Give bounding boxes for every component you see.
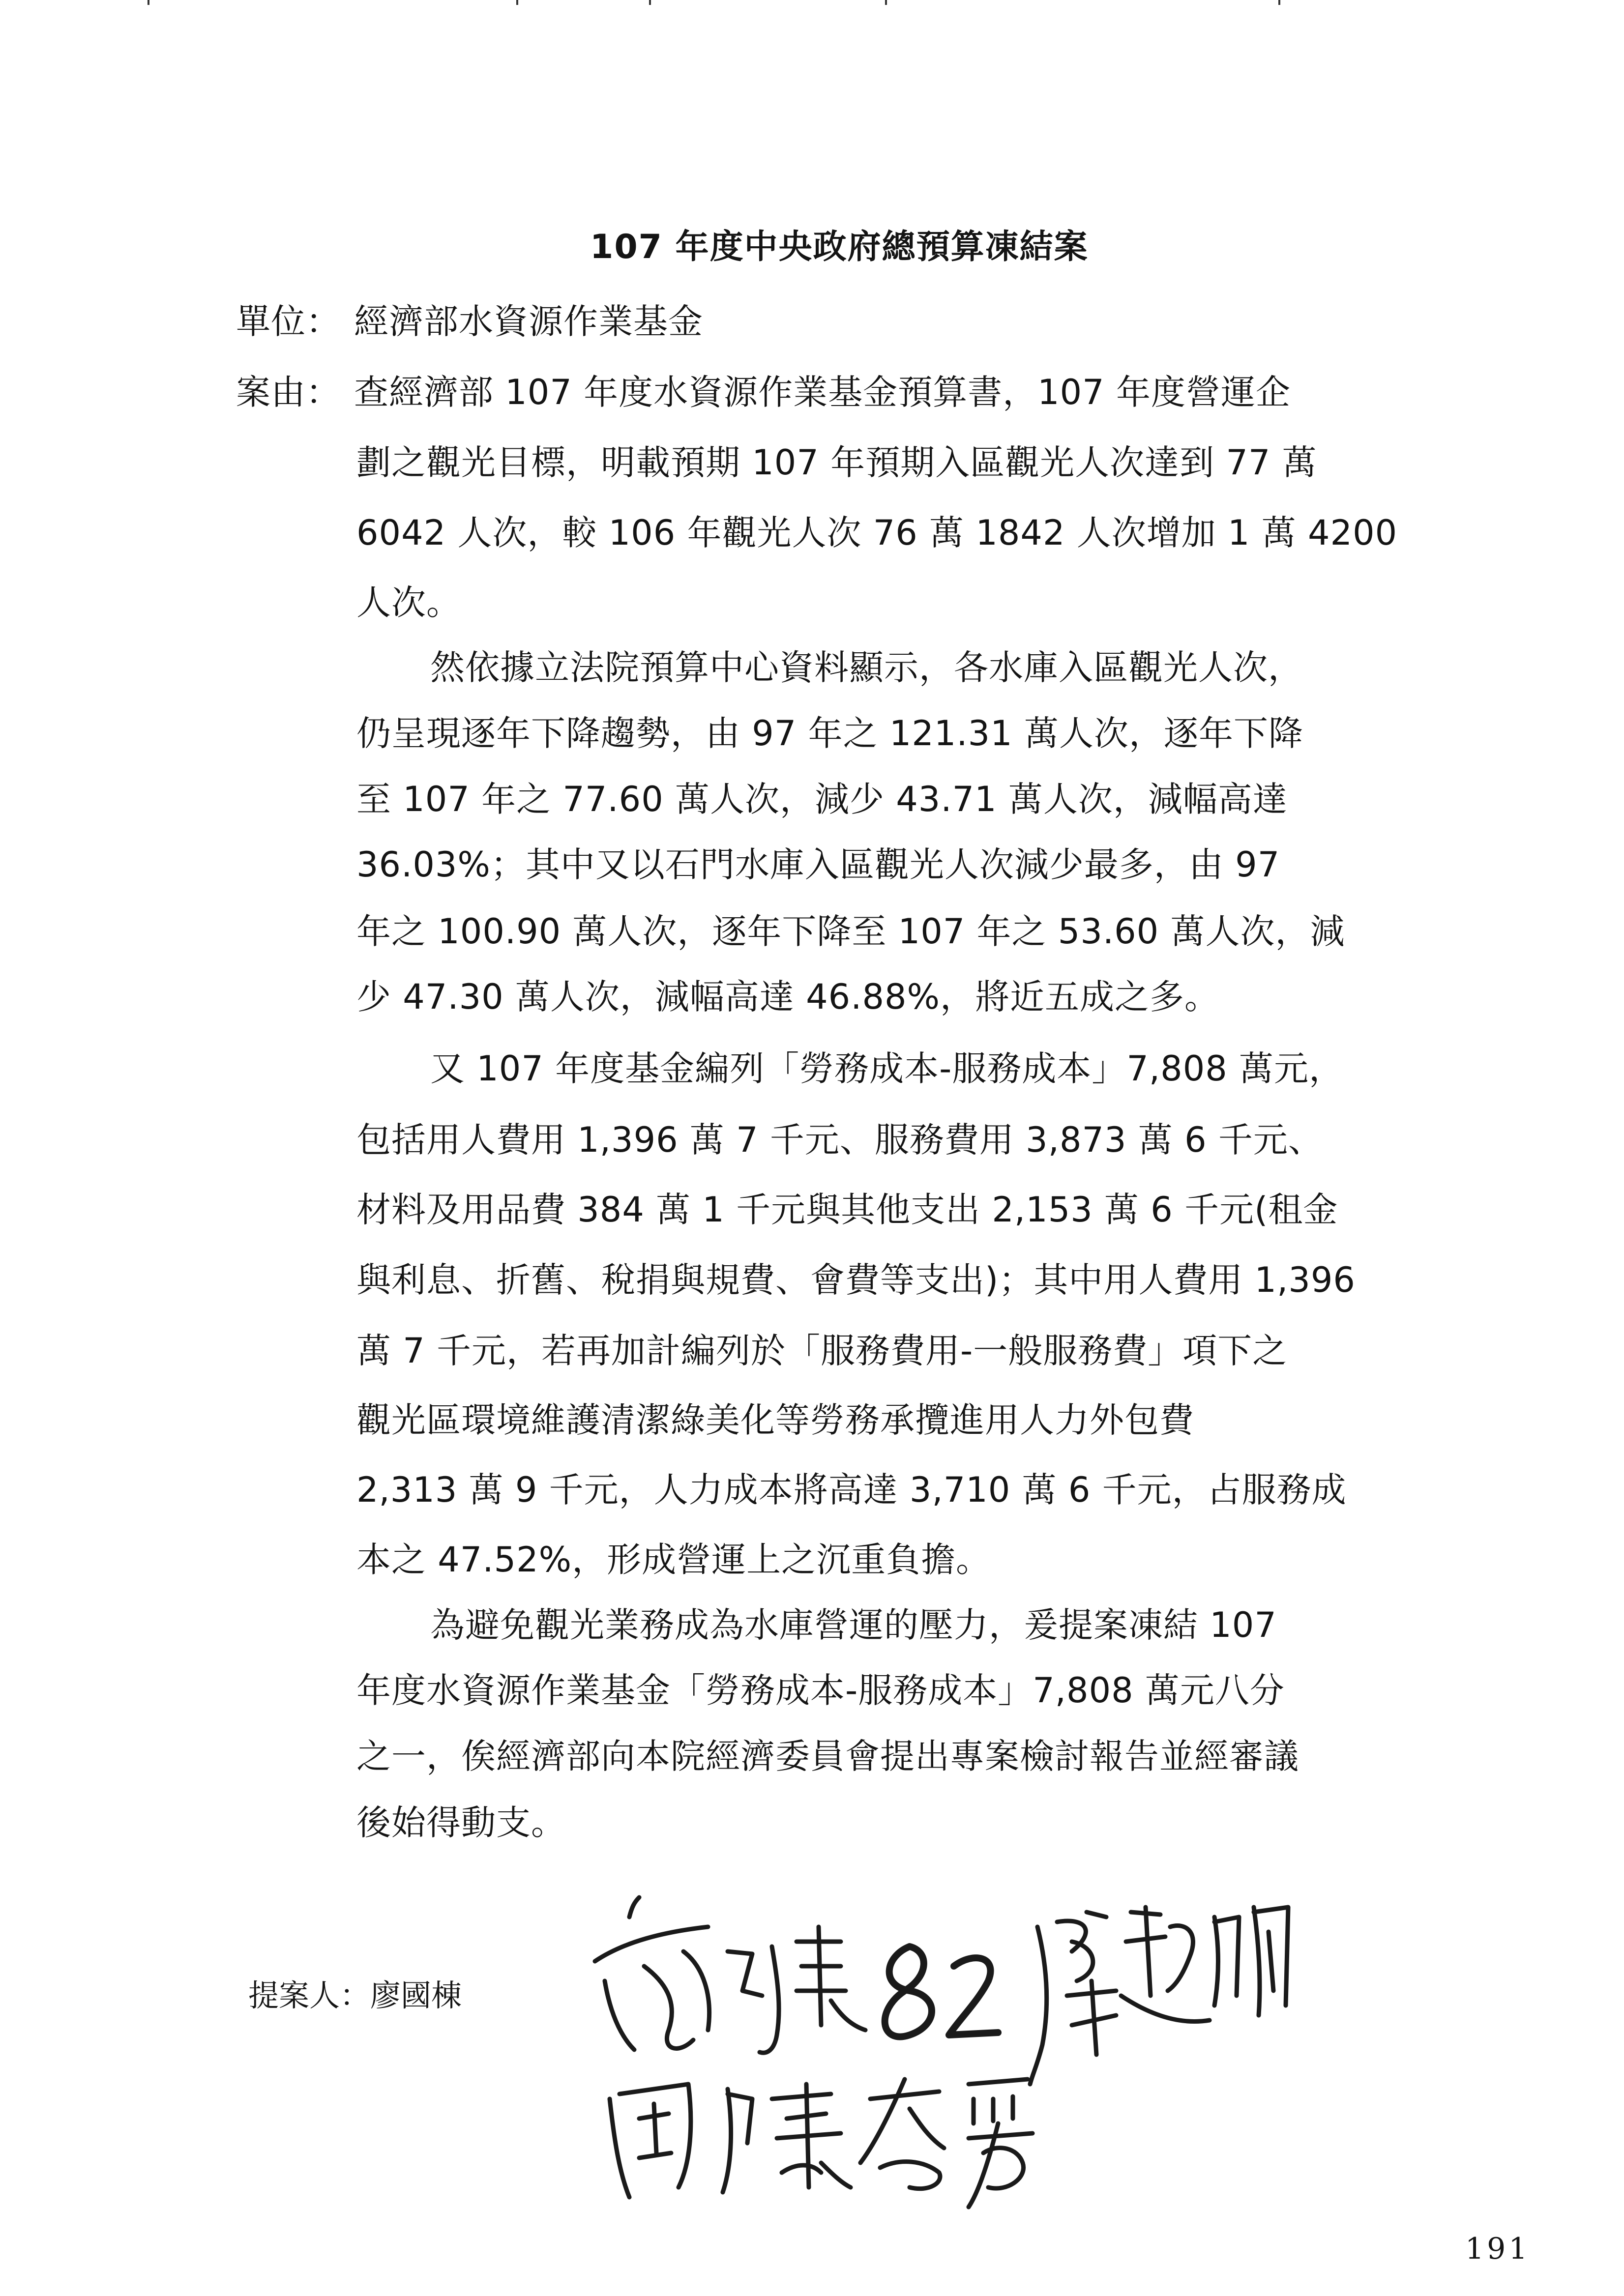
- signature-1: [595, 1897, 865, 2053]
- signature-3: [1030, 1907, 1288, 2084]
- unit-label: 單位：: [236, 301, 341, 342]
- page-number: 191: [1465, 2232, 1531, 2266]
- scan-edge-marks: [0, 0, 1624, 8]
- paragraph-start-line: 又 107 年度基金編列「勞務成本-服務成本」7,808 萬元，: [430, 1048, 1344, 1089]
- body-line: 年之 100.90 萬人次，逐年下降至 107 年之 53.60 萬人次，減: [356, 911, 1345, 952]
- paragraph-start-line: 然依據立法院預算中心資料顯示，各水庫入區觀光人次，: [430, 647, 1303, 688]
- signature-4: [610, 2079, 1033, 2207]
- body-line: 之一，俟經濟部向本院經濟委員會提出專案檢討報告並經審議: [356, 1736, 1299, 1776]
- unit-value: 經濟部水資源作業基金: [354, 301, 703, 342]
- paragraph-start-line: 為避免觀光業務成為水庫營運的壓力，爰提案凍結 107: [430, 1605, 1277, 1645]
- unit-field: [236, 294, 703, 344]
- body-line: 後始得動支。: [356, 1802, 566, 1843]
- body-line: 劃之觀光目標，明載預期 107 年預期入區觀光人次達到 77 萬: [356, 442, 1317, 483]
- proposer-name: 廖國棟: [370, 1977, 462, 2013]
- body-line: 少 47.30 萬人次，減幅高達 46.88%，將近五成之多。: [356, 977, 1220, 1017]
- body-line: 6042 人次，較 106 年觀光人次 76 萬 1842 人次增加 1 萬 4200: [356, 513, 1398, 553]
- body-line: 觀光區環境維護清潔綠美化等勞務承攬進用人力外包費: [356, 1400, 1194, 1440]
- body-line: 材料及用品費 384 萬 1 千元與其他支出 2,153 萬 6 千元(租金: [356, 1190, 1338, 1230]
- body-line: 2,313 萬 9 千元，人力成本將高達 3,710 萬 6 千元，占服務成: [356, 1470, 1347, 1510]
- signature-2: [885, 1947, 998, 2037]
- body-line: 仍呈現逐年下降趨勢，由 97 年之 121.31 萬人次，逐年下降: [356, 713, 1304, 754]
- document-title: 107 年度中央政府總預算凍結案: [590, 228, 1089, 266]
- body-line: 本之 47.52%，形成營運上之沉重負擔。: [356, 1540, 991, 1580]
- reason-label: 案由：: [236, 372, 341, 412]
- body-line: 與利息、折舊、稅捐與規費、會費等支出)；其中用人費用 1,396: [356, 1260, 1356, 1300]
- body-line: 人次。: [356, 582, 461, 623]
- body-line: 36.03%；其中又以石門水庫入區觀光人次減少最多，由 97: [356, 844, 1280, 885]
- body-line: 包括用人費用 1,396 萬 7 千元、服務費用 3,873 萬 6 千元、: [356, 1120, 1323, 1160]
- proposer: [248, 1971, 462, 2015]
- reason-first-line: 查經濟部 107 年度水資源作業基金預算書，107 年度營運企: [354, 372, 1291, 412]
- reason-field: [236, 365, 1291, 414]
- body-line: 萬 7 千元，若再加計編列於「服務費用-一般服務費」項下之: [356, 1331, 1288, 1371]
- proposer-label: 提案人：: [248, 1977, 371, 2013]
- body-line: 年度水資源作業基金「勞務成本-服務成本」7,808 萬元八分: [356, 1670, 1285, 1711]
- handwritten-signatures: [565, 1868, 1303, 2212]
- body-line: 至 107 年之 77.60 萬人次，減少 43.71 萬人次，減幅高達: [356, 779, 1288, 819]
